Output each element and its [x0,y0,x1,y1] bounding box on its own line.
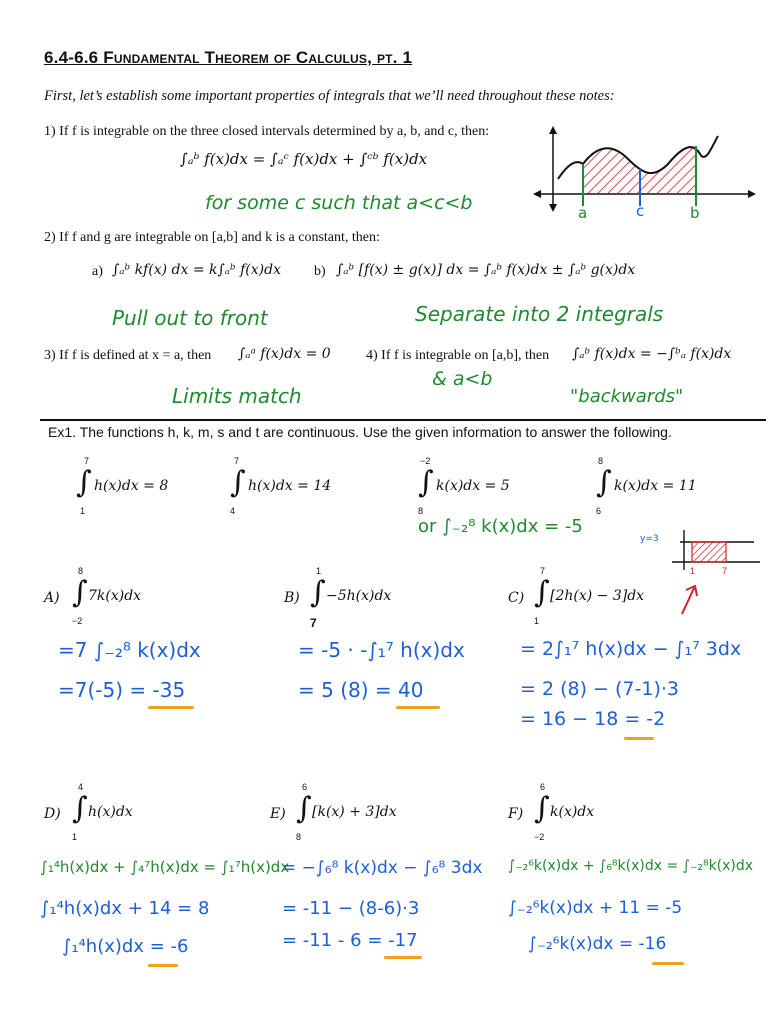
answer-underline [652,962,684,965]
part-d-work-1: ∫₁⁴h(x)dx + ∫₄⁷h(x)dx = ∫₁⁷h(x)dx [40,858,290,876]
part-a-work-1: =7 ∫₋₂⁸ k(x)dx [58,638,201,662]
small-graph-tick-1: 1 [690,566,696,576]
answer-underline [384,956,422,959]
integral-sign: ∫ [596,465,612,500]
answer-underline [624,737,654,740]
given-integral-1: 7 ∫ 1 h(x)dx = 8 [76,456,169,516]
property-1-formula: ∫ₐᵇ f(x)dx = ∫ₐᶜ f(x)dx + ∫ᶜᵇ f(x)dx [180,150,428,168]
property-1-note: for some c such that a<c<b [205,192,473,214]
property-3-text: 3) If f is defined at x = a, then [44,348,212,363]
property-4-note-2: "backwards" [570,386,684,407]
part-f-work-1: ∫₋₂⁶k(x)dx + ∫₆⁸k(x)dx = ∫₋₂⁸k(x)dx [508,858,754,874]
part-e-problem: E) 6 ∫ 8 [k(x) + 3]dx [270,782,397,842]
given-integral-4: 8 ∫ 6 k(x)dx = 11 [596,456,697,516]
graph-label-b: b [690,204,700,222]
integral-sign: ∫ [296,791,312,826]
graph-label-c: c [636,202,645,220]
property-2b-formula: ∫ₐᵇ [f(x) ± g(x)] dx = ∫ₐᵇ f(x)dx ± ∫ₐᵇ g(x)dx [336,262,636,278]
property-2a-label: a) [92,264,103,279]
property-1-text: 1) If f is integrable on the three closed intervals determined by a, b, and c, then: [44,124,490,139]
part-b-work-2: = 5 (8) = 40 [298,678,424,702]
graph-label-a: a [578,204,588,222]
part-d-work-3: ∫₁⁴h(x)dx = -6 [62,936,189,957]
integral-sign: ∫ [534,791,550,826]
property-4-formula: ∫ₐᵇ f(x)dx = −∫ᵇₐ f(x)dx [572,346,732,362]
part-e-work-3: = -11 - 6 = -17 [282,930,418,951]
integral-sign: ∫ [72,575,88,610]
given-note: or ∫₋₂⁸ k(x)dx = -5 [418,516,583,537]
part-d-problem: D) 4 ∫ 1 h(x)dx [44,782,133,842]
property-3-note: Limits match [172,384,302,408]
answer-underline [148,964,178,967]
part-a-problem: A) 8 ∫ −2 7k(x)dx [44,566,142,626]
part-b-work-1: = -5 · -∫₁⁷ h(x)dx [298,638,465,662]
answer-underline [148,706,194,709]
small-graph-tick-7: 7 [722,566,728,576]
given-integral-3: −2 ∫ 8 k(x)dx = 5 [418,456,510,516]
part-d-work-2: ∫₁⁴h(x)dx + 14 = 8 [40,898,210,919]
part-f-problem: F) 6 ∫ −2 k(x)dx [508,782,595,842]
part-c-problem: C) 7 ∫ 1 [2h(x) − 3]dx [508,566,645,626]
integral-sign: ∫ [418,465,434,500]
part-c-work-2: = 2 (8) − (7-1)·3 [520,678,679,700]
integral-sign: ∫ [230,465,246,500]
property-2b-label: b) [314,264,326,279]
example-prompt: Ex1. The functions h, k, m, s and t are continuous. Use the given information to answer the following. [48,424,672,440]
property-3-formula: ∫ₐᵃ f(x)dx = 0 [238,346,331,362]
integral-sign: ∫ [76,465,92,500]
property-4-note-1: & a<b [432,368,493,390]
property-2b-note: Separate into 2 integrals [415,302,664,326]
integral-sign: ∫ [310,575,326,610]
part-c-work-3: = 16 − 18 = -2 [520,708,666,730]
property-2a-formula: ∫ₐᵇ kf(x) dx = k∫ₐᵇ f(x)dx [112,262,281,278]
part-e-work-1: = −∫₆⁸ k(x)dx − ∫₆⁸ 3dx [282,858,483,878]
part-f-work-3: ∫₋₂⁶k(x)dx = -16 [528,934,667,954]
section-divider [40,419,766,421]
part-a-work-2: =7(-5) = -35 [58,678,186,702]
small-graph-label: y=3 [640,534,659,544]
intro-text: First, let’s establish some important properties of integrals that we’ll need throughout these notes: [44,88,615,104]
integral-sign: ∫ [534,575,550,610]
given-integral-2: 7 ∫ 4 h(x)dx = 14 [230,456,332,516]
property-2a-note: Pull out to front [112,306,268,330]
page-title: 6.4-6.6 Fundamental Theorem of Calculus, pt. 1 [44,48,413,67]
part-e-work-2: = -11 − (8-6)·3 [282,898,420,919]
property-4-text: 4) If f is integrable on [a,b], then [366,348,550,363]
part-b-problem: B) 1 ∫ 7 −5h(x)dx [284,566,392,630]
part-c-work-1: = 2∫₁⁷ h(x)dx − ∫₁⁷ 3dx [520,638,742,660]
answer-underline [396,706,440,709]
property-2-text: 2) If f and g are integrable on [a,b] and k is a constant, then: [44,230,380,245]
part-f-work-2: ∫₋₂⁶k(x)dx + 11 = -5 [508,898,683,918]
integral-sign: ∫ [72,791,88,826]
